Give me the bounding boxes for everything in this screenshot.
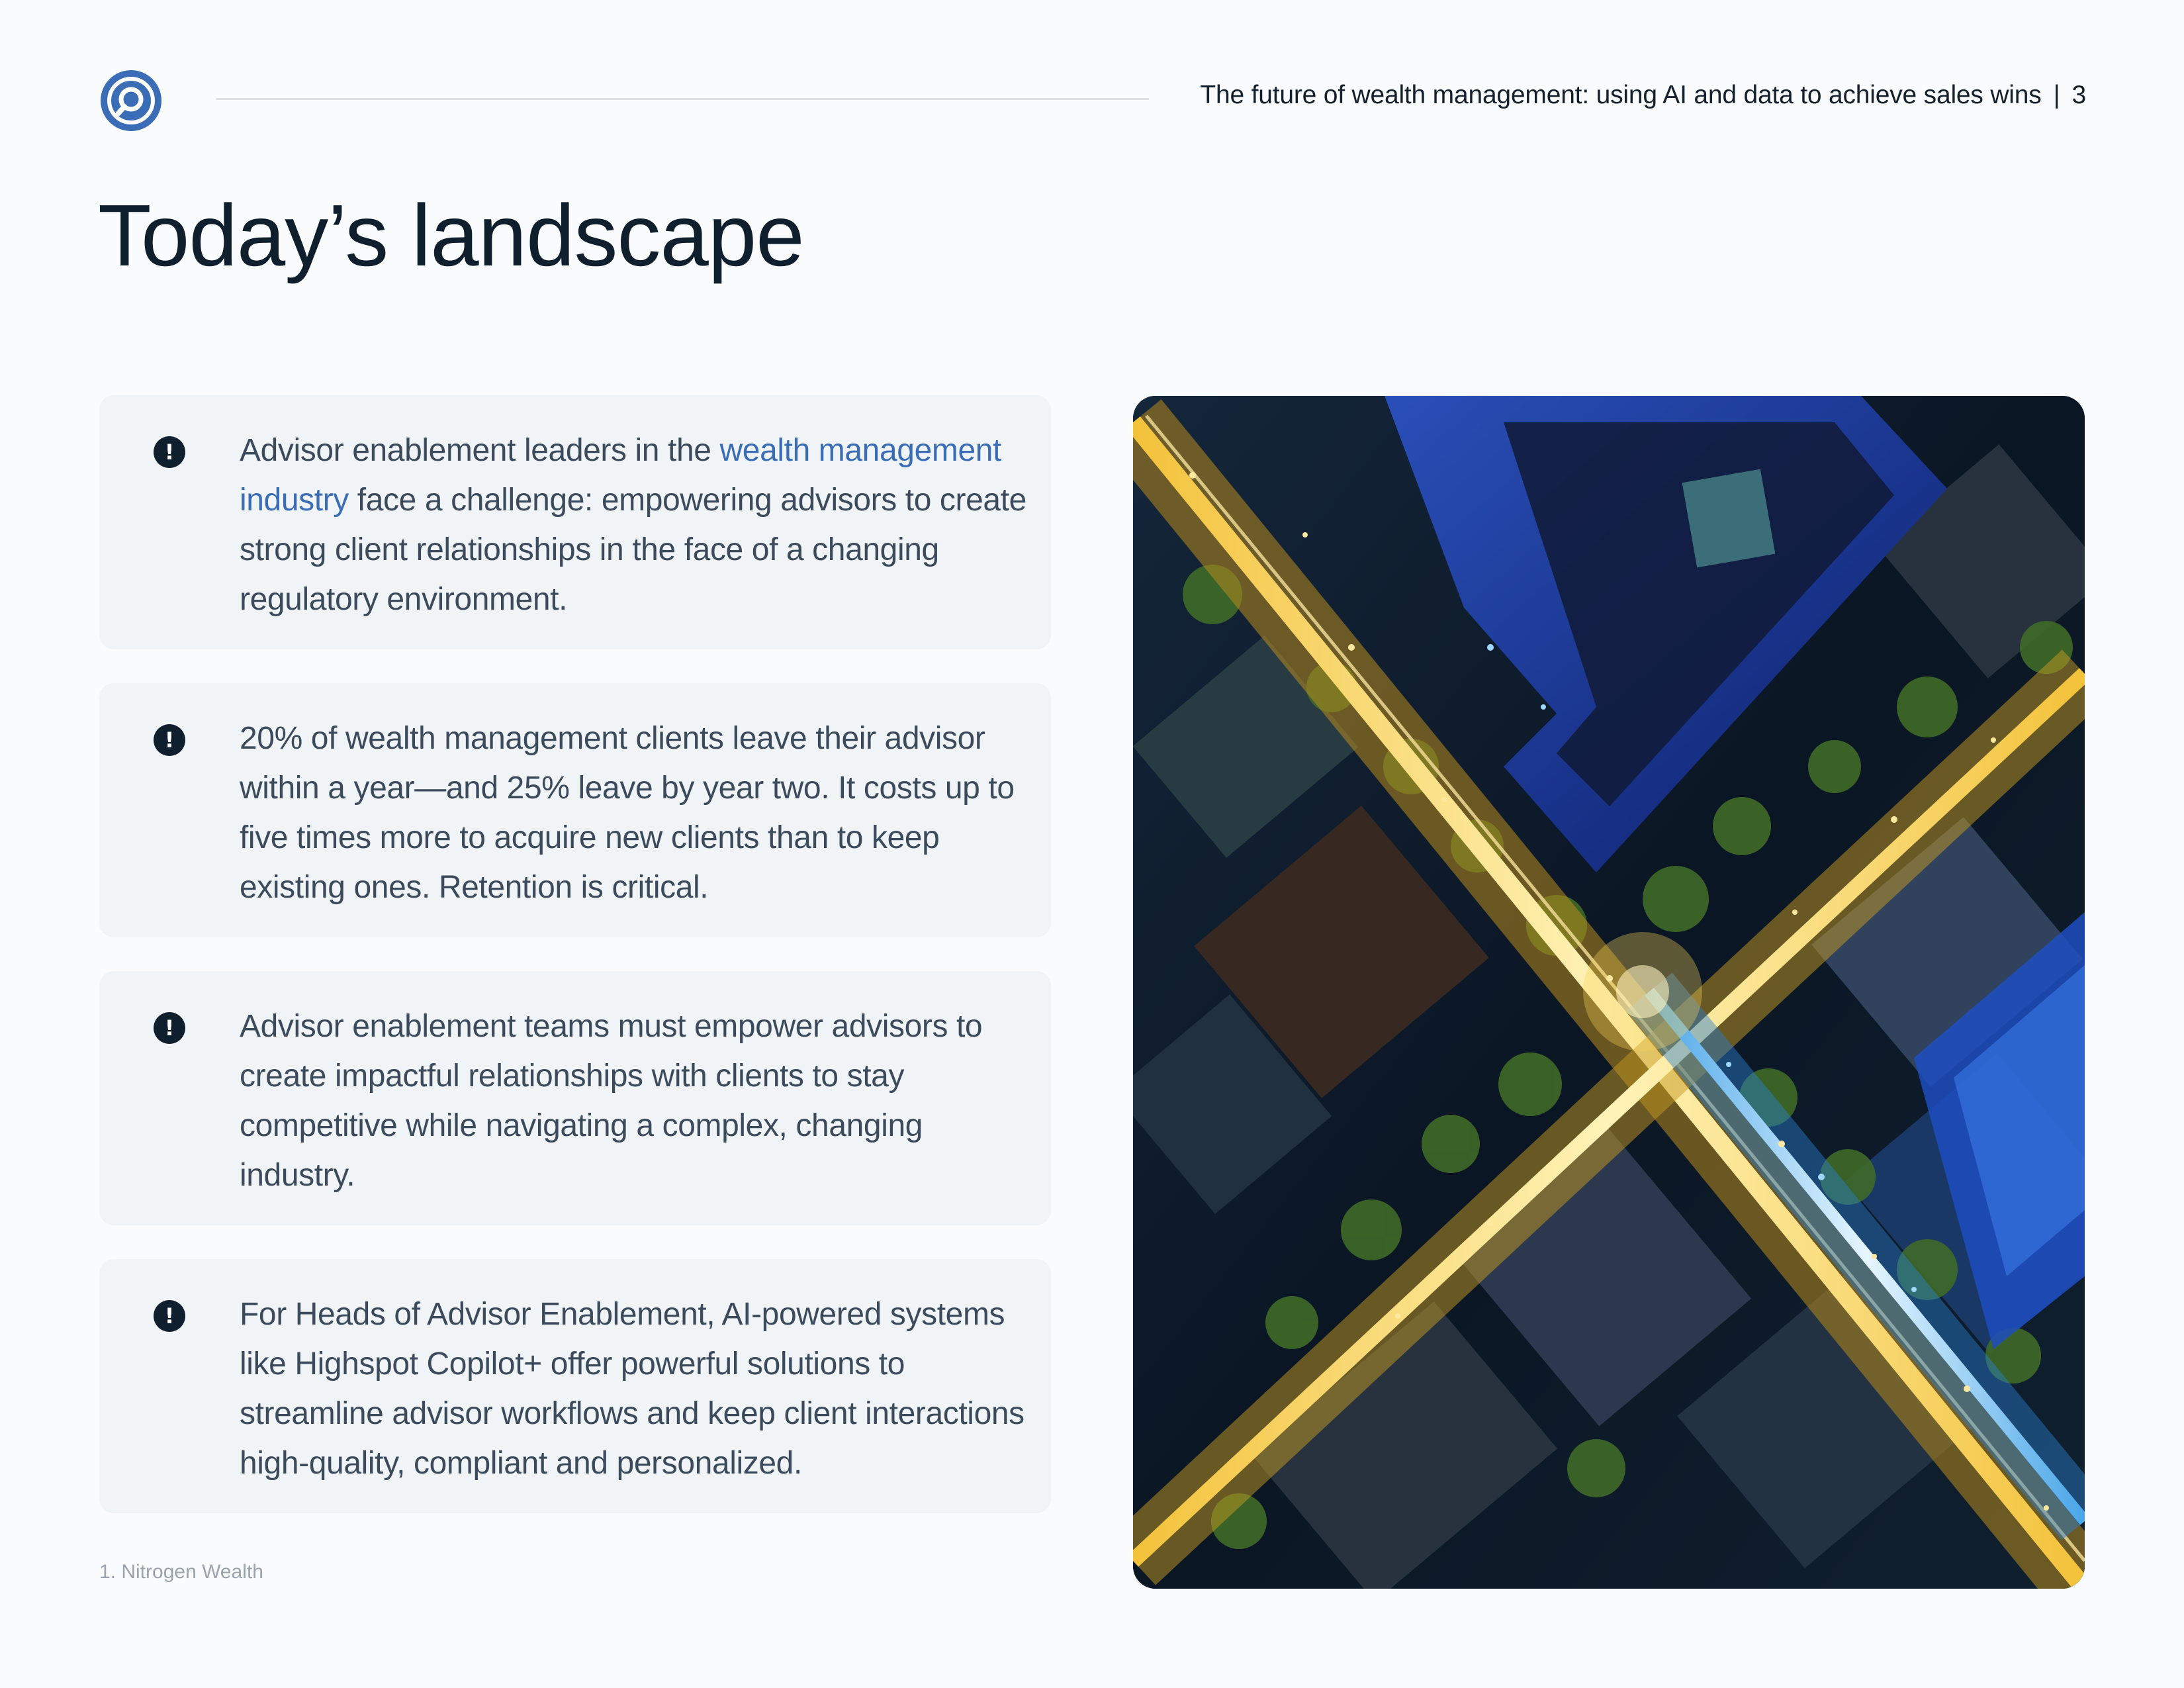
card-text-part: Advisor enablement leaders in the	[240, 433, 720, 468]
header-doc-info	[1200, 81, 2086, 110]
footnote: 1. Nitrogen Wealth	[99, 1561, 263, 1583]
landscape-cards	[99, 395, 1051, 1547]
document-title: The future of wealth management: using AI and data to achieve sales wins	[1200, 81, 2042, 109]
alert-icon: !	[154, 1012, 185, 1044]
alert-icon: !	[154, 724, 185, 756]
info-card	[99, 683, 1051, 937]
header-divider	[216, 98, 1149, 100]
page-title: Today’s landscape	[98, 187, 804, 284]
page-number: 3	[2071, 81, 2086, 109]
wealth-management-link[interactable]: wealth management industry	[240, 433, 1001, 518]
card-text-part: face a challenge: empowering advisors to create strong client relationships in the face of a changing regulatory environment.	[240, 483, 1026, 617]
card-text: For Heads of Advisor Enablement, AI-powered systems like Highspot Copilot+ offer powerful solutions to streamline advisor workflows and keep client interactions high-quality, compliant and personalized.	[240, 1297, 1024, 1481]
info-card	[99, 395, 1051, 649]
card-text: 20% of wealth management clients leave their advisor within a year—and 25% leave by year two. It costs up to five times more to acquire new clients than to keep existing ones. Retention is critical.	[240, 721, 1015, 905]
card-text: Advisor enablement teams must empower advisors to create impactful relationships with clients to stay competitive while navigating a complex, changing industry.	[240, 1009, 983, 1193]
card-text	[240, 426, 1027, 624]
info-card	[99, 971, 1051, 1225]
header-separator: |	[2053, 81, 2060, 109]
aerial-city-photo	[1133, 396, 2085, 1589]
alert-icon: !	[154, 436, 185, 468]
info-card	[99, 1259, 1051, 1513]
highspot-logo-icon	[99, 69, 163, 132]
alert-icon: !	[154, 1300, 185, 1332]
